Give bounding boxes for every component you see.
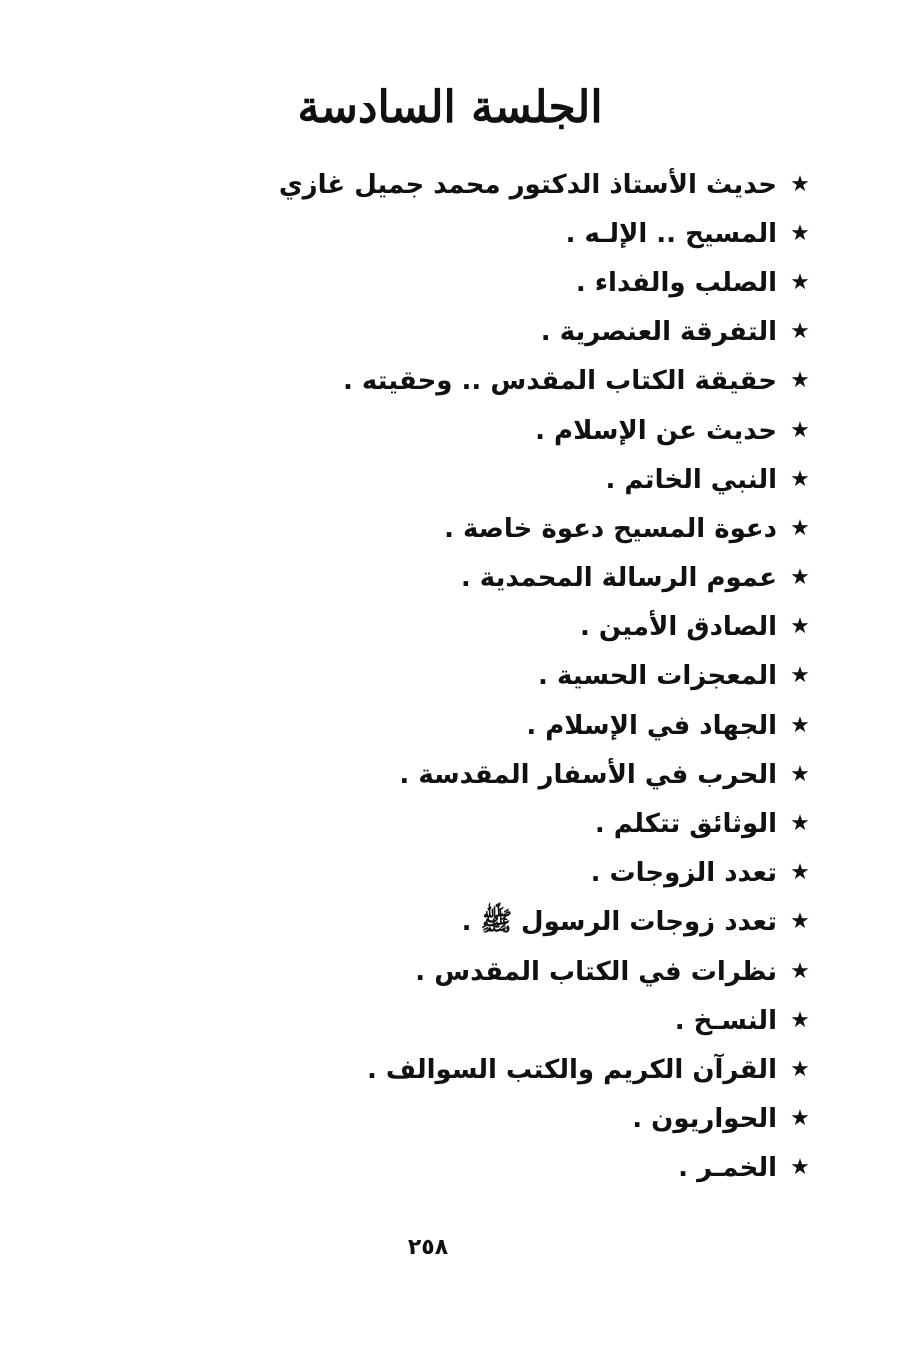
list-item: [257, 504, 817, 553]
star-icon: ★: [790, 1155, 810, 1181]
item-text: حديث الأستاذ الدكتور محمد جميل غازي: [278, 169, 777, 200]
list-item: [257, 603, 817, 652]
list-item: [257, 308, 817, 357]
item-text: التفرقة العنصرية .: [540, 317, 777, 348]
item-text: دعوة المسيح دعوة خاصة .: [444, 513, 777, 544]
item-text: نظرات في الكتاب المقدس .: [415, 956, 777, 987]
list-item: [257, 554, 817, 603]
item-text: الوثائق تتكلم .: [594, 809, 777, 840]
list-item: [257, 947, 817, 996]
star-icon: ★: [790, 1056, 810, 1082]
list-item: [257, 849, 817, 898]
item-text: النبي الخاتم .: [605, 464, 777, 495]
star-icon: ★: [790, 565, 810, 591]
star-icon: ★: [790, 860, 810, 886]
item-text: الجهاد في الإسلام .: [526, 710, 777, 741]
star-icon: ★: [790, 269, 810, 295]
list-item: [257, 799, 817, 848]
list-item: [257, 357, 817, 406]
star-icon: ★: [790, 515, 810, 541]
list-item: [257, 406, 817, 455]
list-item: [257, 996, 817, 1045]
star-icon: ★: [790, 171, 810, 197]
item-text: عموم الرسالة المحمدية .: [460, 563, 777, 594]
list-item: [257, 1095, 817, 1144]
star-icon: ★: [790, 811, 810, 837]
item-text: تعدد زوجات الرسول ﷺ .: [461, 907, 777, 938]
star-icon: ★: [790, 614, 810, 640]
star-icon: ★: [790, 761, 810, 787]
list-item: [257, 1144, 817, 1193]
page-number: ٢٥٨: [407, 1235, 449, 1260]
item-text: حديث عن الإسلام .: [535, 415, 777, 446]
item-text: الحواريون .: [632, 1104, 777, 1135]
star-icon: ★: [790, 220, 810, 246]
star-icon: ★: [790, 909, 810, 935]
list-item: [257, 455, 817, 504]
item-text: النسـخ .: [674, 1005, 777, 1036]
star-icon: ★: [790, 368, 810, 394]
topics-list: [257, 160, 817, 1193]
star-icon: ★: [790, 417, 810, 443]
item-text: الخمـر .: [678, 1153, 777, 1184]
star-icon: ★: [790, 663, 810, 689]
star-icon: ★: [790, 1007, 810, 1033]
star-icon: ★: [790, 319, 810, 345]
list-item: [257, 898, 817, 947]
list-item: [257, 1045, 817, 1094]
item-text: القرآن الكريم والكتب السوالف .: [366, 1054, 777, 1085]
item-text: الصلب والفداء .: [575, 267, 777, 298]
item-text: الحرب في الأسفار المقدسة .: [399, 759, 777, 790]
list-item: [257, 750, 817, 799]
item-text: الصادق الأمين .: [579, 612, 777, 643]
list-item: [257, 160, 817, 209]
item-text: المعجزات الحسية .: [538, 661, 777, 692]
list-item: [257, 209, 817, 258]
star-icon: ★: [790, 958, 810, 984]
star-icon: ★: [790, 466, 810, 492]
item-text: حقيقة الكتاب المقدس .. وحقيته .: [342, 366, 777, 397]
list-item: [257, 258, 817, 307]
star-icon: ★: [790, 1106, 810, 1132]
star-icon: ★: [790, 712, 810, 738]
list-item: [257, 652, 817, 701]
list-item: [257, 701, 817, 750]
item-text: المسيح .. الإلـه .: [565, 218, 777, 249]
page-title: الجلسة السادسة: [297, 82, 603, 133]
item-text: تعدد الزوجات .: [590, 858, 777, 889]
